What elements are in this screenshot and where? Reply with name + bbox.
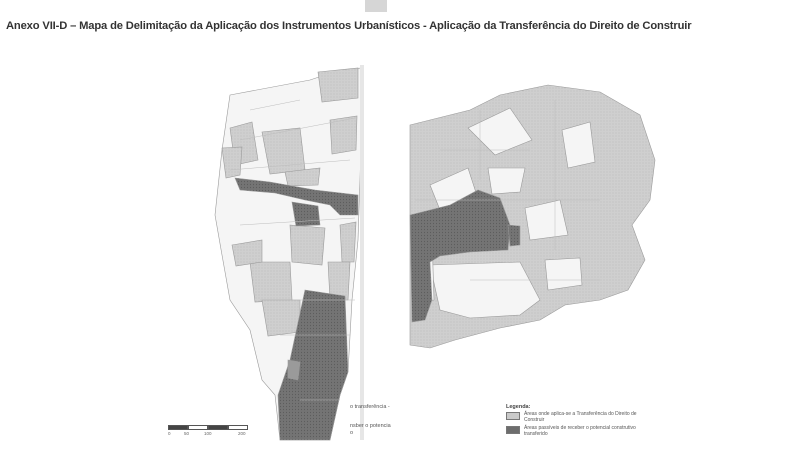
legend-item — [506, 426, 644, 437]
partial-legend-line: nsber o potencia — [350, 423, 391, 429]
partial-legend-line: o — [350, 430, 354, 436]
partial-legend-line: o transferência - — [350, 404, 390, 410]
zone-light — [262, 128, 305, 174]
legend-item — [506, 412, 644, 423]
scale-bar — [168, 425, 258, 438]
scale-label: 200 — [238, 431, 246, 436]
zone-light — [262, 300, 300, 336]
zone-light — [318, 68, 358, 102]
left-sector — [215, 68, 362, 440]
scale-label: 100 — [204, 431, 212, 436]
legend — [506, 404, 656, 444]
zone-light — [250, 262, 292, 302]
legend-swatch-light — [506, 412, 520, 420]
legend-item-label: Áreas onde aplica-se a Transferência do Direito de Construir — [524, 411, 637, 423]
lot-block — [430, 262, 540, 318]
scale-label: 0 — [168, 431, 171, 436]
document-title: Anexo VII-D – Mapa de Delimitação da Aplicação dos Instrumentos Urbanísticos - Aplicação da Transferência do Direito de Construir — [6, 20, 692, 32]
zone-light — [330, 116, 357, 154]
legend-swatch-dark — [506, 426, 520, 434]
legend-title: Legenda: — [506, 404, 531, 410]
zone-light — [290, 225, 325, 265]
lot-block — [545, 258, 582, 290]
lot-block — [488, 168, 525, 194]
zone-dark — [292, 202, 320, 226]
zone-light — [340, 222, 356, 262]
lot-block — [562, 122, 595, 168]
right-sector — [410, 85, 655, 348]
zone-dark — [288, 360, 300, 380]
zone-dark — [508, 225, 520, 246]
legend-item-label: Áreas passíveis de receber o potencial construtivo transferido — [524, 425, 636, 437]
scale-label: 50 — [184, 431, 190, 436]
scale-bar-labels — [168, 430, 258, 438]
